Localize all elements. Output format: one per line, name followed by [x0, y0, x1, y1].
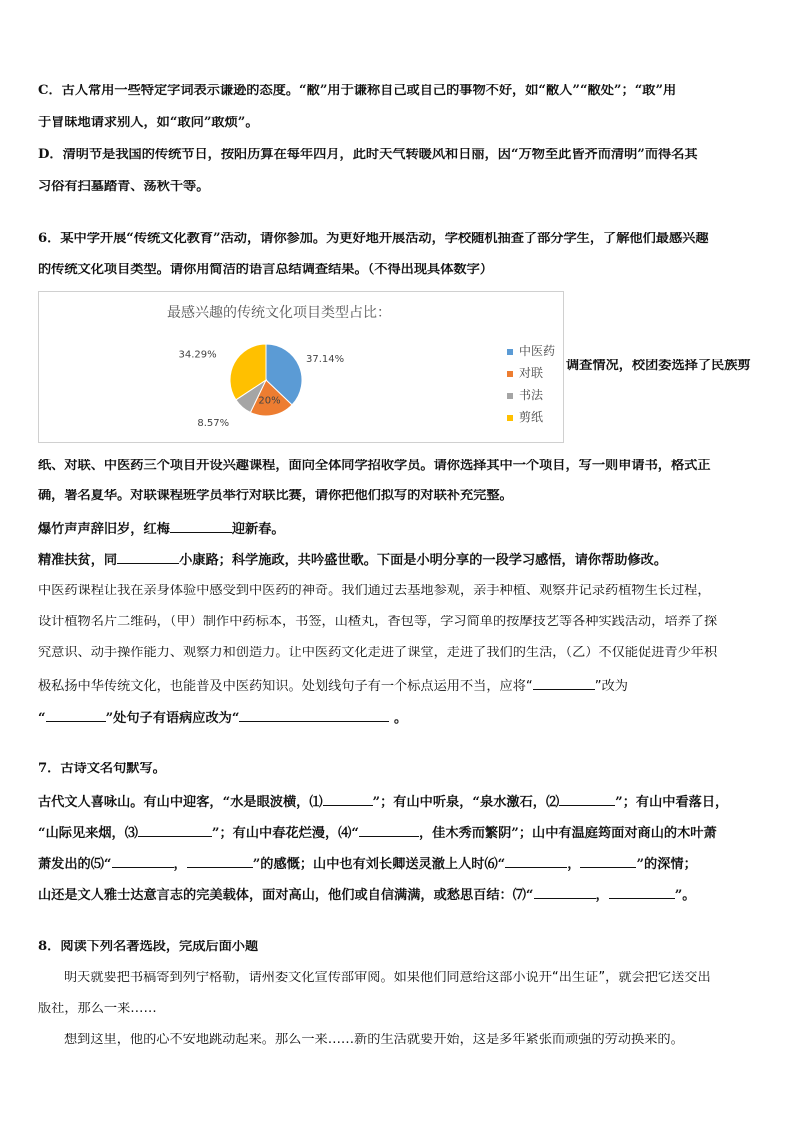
reflection-line4-b: 处划线句子有一个标点运用不当，应将“ [301, 679, 533, 694]
sentence-correction-blank[interactable] [239, 709, 389, 722]
couplet-1 [38, 520, 756, 536]
q7-l3-e: ”的深情； [636, 857, 697, 872]
q7-l1-a: 古代文人喜咏山。有山中迎客，“水是眼波横，⑴ [38, 795, 323, 810]
couplet-1-b: 迎新春。 [231, 522, 285, 537]
poem-blank-6a[interactable] [505, 855, 567, 868]
poem-blank-5b[interactable] [187, 855, 253, 868]
q8-para1-line1: 明天就要把书稿寄到列宁格勒，请州委文化宣传部审阅。如果他们同意给这部小说开“出生证”，就会把它送交出 [64, 971, 711, 985]
q7-l1-b: ”；有山中听泉，“泉水激石，⑵ [372, 795, 560, 810]
legend-item-对联 [507, 364, 543, 381]
poem-blank-1[interactable] [323, 793, 373, 806]
poem-blank-7a[interactable] [534, 886, 596, 899]
reflection-line3-a: 究意识、动手操作能力、观察力和创造力。让中医药文化走进了课堂，走进了我们的生活，（乙） [38, 646, 599, 660]
q7-l3-d: ， [567, 857, 581, 872]
legend-label: 对联 [519, 366, 544, 380]
q7-l4-a: 山还是文人雅士达意言志的完美载体，面对高山，他们或自信满满，或愁思百结：⑺“ [38, 888, 534, 903]
q8-title: 8．阅读下列名著选段，完成后面小题 [38, 940, 259, 954]
legend-label: 中医药 [519, 344, 556, 358]
q7-l4-b: ， [595, 888, 609, 903]
couplet-2-blank[interactable] [117, 551, 179, 564]
couplet-2 [38, 551, 756, 567]
poem-blank-7b[interactable] [609, 886, 675, 899]
q6-line3: 纸、对联、中医药三个项目开设兴趣课程，面向全体同学招收学员。请你选择其中一个项目，写一则申请书，格式正 [38, 459, 711, 473]
option-d-line2: 习俗有扫墓踏青、荡秋千等。 [38, 180, 210, 194]
reflection-line5-b: ”处句子有语病应改为“ [105, 711, 240, 726]
q7-l3-b: ， [173, 857, 187, 872]
option-d-line1: D．清明节是我国的传统节日，按阳历算在每年四月，此时天气转暖风和日丽，因“万物至此皆齐而清明”而得名其 [38, 148, 698, 162]
underlined-sentence-yi-1: 不仅能促进青少年积 [598, 646, 718, 660]
underlined-sentence-yi-2: 极私扬中华传统文化，也能普及中医药知识。 [38, 679, 302, 694]
reflection-line1: 中医药课程让我在亲身体验中感受到中医药的神奇。我们通过去基地参观，亲手种植、观察并记录药植物生长过程， [38, 584, 711, 598]
reflection-line5-c: 。 [394, 711, 408, 726]
q7-l4-c: ”。 [674, 888, 696, 903]
chart-title: 最感兴趣的传统文化项目类型占比： [167, 305, 391, 321]
q8-para1-line2: 版社，那么一来…… [38, 1002, 157, 1016]
q7-line3 [38, 855, 756, 871]
reflection-line2-b: ，学习简单的按摩技艺等各种实践活动，培养了探 [427, 615, 718, 629]
underlined-sentence-jia: 制作中药标本，书签，山楂丸，香包等 [202, 615, 428, 629]
pie-label-对联: 20% [258, 395, 281, 407]
reflection-line4-c: ”改为 [594, 679, 628, 694]
legend-swatch [507, 415, 513, 421]
pie-chart-box [38, 291, 564, 443]
q7-l1-c: ”；有山中看落日， [615, 795, 729, 810]
legend-swatch [507, 371, 513, 377]
reflection-line5 [38, 709, 756, 725]
punctuation-blank-1[interactable] [533, 677, 595, 690]
couplet-2-b: 小康路；科学施政，共吟盛世歌。下面是小明分享的一段学习感悟，请你帮助修改。 [179, 553, 668, 568]
reflection-line5-a: “ [38, 711, 46, 726]
couplet-1-blank[interactable] [170, 520, 232, 533]
legend-label: 书法 [519, 388, 544, 402]
reflection-line2 [38, 615, 756, 628]
q7-l2-c: ，佳木秀而繁阴”；山中有温庭筠面对商山的木叶萧 [418, 826, 717, 841]
q7-l2-a: “山际见来烟，⑶ [38, 826, 138, 841]
q6-line1: 6．某中学开展“传统文化教育”活动，请你参加。为更好地开展活动，学校随机抽查了部分学生，了解他们最感兴趣 [38, 232, 709, 246]
legend-item-剪纸 [507, 408, 543, 425]
punctuation-blank-2[interactable] [46, 709, 106, 722]
option-c-line1: C．古人常用一些特定字词表示谦逊的态度。“敝”用于谦称自己或自己的事物不好，如“敝人”“敝处”；“敢”用 [38, 84, 677, 98]
couplet-2-a: 精准扶贫，同 [38, 553, 118, 568]
q6-side-text: 调查情况，校团委选择了民族剪 [566, 359, 751, 373]
q7-line2 [38, 824, 756, 840]
legend-item-中医药 [507, 342, 555, 359]
q7-l3-a: 萧发出的⑸“ [38, 857, 112, 872]
pie-chart [39, 292, 499, 442]
q7-title: 7．古诗文名句默写。 [38, 762, 166, 776]
pie-label-书法: 8.57% [197, 418, 230, 430]
poem-blank-3[interactable] [138, 824, 212, 837]
couplet-1-a: 爆竹声声辞旧岁，红梅 [38, 522, 170, 537]
q7-l2-b: ”；有山中春花烂漫，⑷“ [211, 826, 359, 841]
q6-line4: 确，署名夏华。对联课程班学员举行对联比赛，请你把他们拟写的对联补充完整。 [38, 489, 513, 503]
q6-line2: 的传统文化项目类型。请你用简洁的语言总结调查结果。（不得出现具体数字） [38, 263, 493, 277]
poem-blank-6b[interactable] [580, 855, 636, 868]
poem-blank-4[interactable] [359, 824, 419, 837]
q7-line1 [38, 793, 756, 809]
pie-label-中医药: 37.14% [306, 353, 345, 365]
poem-blank-5a[interactable] [112, 855, 174, 868]
q8-para2: 想到这里，他的心不安地跳动起来。那么一来……新的生活就要开始，这是多年紧张而顽强的劳动换来的。 [64, 1033, 684, 1047]
poem-blank-2[interactable] [559, 793, 615, 806]
q7-line4 [38, 886, 756, 902]
reflection-line2-a: 设计植物名片二维码，（甲） [38, 615, 203, 629]
reflection-line3 [38, 646, 756, 659]
option-c-line2: 于冒昧地请求别人，如“敢问”敢烦”。 [38, 116, 259, 130]
q7-l3-c: ”的感慨；山中也有刘长卿送灵澈上人时⑹“ [252, 857, 506, 872]
legend-swatch [507, 349, 513, 355]
legend-item-书法 [507, 386, 543, 403]
reflection-line4 [38, 677, 756, 693]
legend-label: 剪纸 [519, 410, 544, 424]
legend-swatch [507, 393, 513, 399]
pie-label-剪纸: 34.29% [178, 349, 217, 361]
